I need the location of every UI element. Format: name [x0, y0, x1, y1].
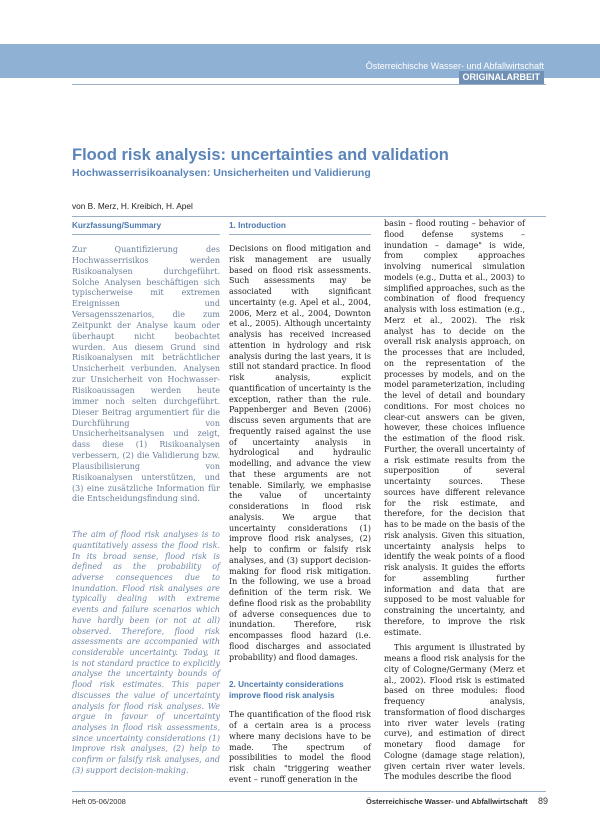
header-journal-name: Österreichische Wasser- und Abfallwirtschaft [365, 61, 544, 71]
section2-paragraph-1: The quantification of the flood risk of a certain area is a process where many decisions have to be made. The spectrum of possibilities to model the flood risk chain "triggering weather event – runoff generation in the [229, 710, 371, 784]
body-column-left [229, 219, 371, 786]
footer-journal-name: Österreichische Wasser- und Abfallwirtschaft [366, 797, 528, 806]
header-section-label: ORIGINALARBEIT [459, 71, 545, 84]
section2-paragraph-1-continued: basin – flood routing – behavior of flood defense systems – inundation – damage" is wide, from complex approaches involving numerical simulation models (e.g., Dutta et al., 2003) to simplified approaches, such as the combination of flood frequency analysis with loss estimation (e.g., Merz et al., 2002). The risk analyst has to decide on the overall risk analysis approach, on the processes that are included, on the representation of the processes by models, and on the model parameterization, including the level of detail and boundary conditions. For most choices no clear-cut answers can be given, however, these choices influence the estimation of the flood risk. Further, the overall uncertainty of a risk estimate results from the superposition of several uncertainty sources. These sources have different relevance for the risk estimate, and therefore, for the decision that has to be made on the basis of the risk analysis. Given this situation, uncertainty analysis helps to identify the weak points of a flood risk analysis. It guides the efforts for assembling further information and data that are supposed to be most valuable for constraining the uncertainty, and therefore, to improve the risk estimate. [384, 219, 525, 637]
authors-divider [72, 216, 546, 217]
article-subtitle: Hochwasserrisikoanalysen: Unsicherheiten und Validierung [72, 167, 371, 179]
section-heading-introduction: 1. Introduction [229, 221, 371, 235]
summary-heading: Kurzfassung/Summary [72, 221, 220, 235]
page-number: 89 [538, 796, 549, 806]
footer-divider [72, 791, 546, 792]
summary-column [72, 219, 220, 776]
article-title: Flood risk analysis: uncertainties and validation [72, 146, 449, 164]
article-authors: von B. Merz, H. Kreibich, H. Apel [72, 201, 193, 211]
summary-german: Zur Quantifizierung des Hochwasserrisikos werden Risikoanalysen durchgeführt. Solche Analysen beschäftigen sich typischerweise mit extremen Ereignissen und Versagensszenarios, die zum Zeitpunkt der Analyse kaum oder überhaupt nicht beobachtet wurden. Aus diesem Grund sind Risikoanalysen mit beträchtlicher Unsicherheit verbunden. Analysen zur Unsicherheit von Hochwasser-Risikoaussagen werden heute immer noch selten durchgeführt. Dieser Beitrag argumentiert für die Durchführung von Unsicherheitsanalysen und zeigt, dass diese (1) Risikoanalysen verbessern, (2) die Validierung bzw. Plausibilisierung von Risikoanalysen unterstützen, und (3) eine zusätzliche Information für die Entscheidungsfindung sind. [72, 245, 220, 504]
body-column-right [384, 219, 525, 783]
section-heading-uncertainty: 2. Uncertainty considerations improve flood risk analysis [229, 680, 344, 701]
introduction-paragraph: Decisions on flood mitigation and risk management are usually based on flood risk assessments. Such assessments may be associated with significant uncertainty (e.g. Apel et al., 2004, 2006, Merz et al., 2004, Downton et al., 2005). Although uncertainty analysis has received increased attention in hydrology and risk analysis during the last years, it is still not standard practice. In flood risk analysis, explicit quantification of uncertainty is the exception, rather than the rule. Pappenberger and Beven (2006) discuss seven arguments that are frequently raised against the use of uncertainty analysis in hydrological and hydraulic modelling, and advance the view that these arguments are not tenable. Similarly, we emphasise the value of uncertainty considerations in flood risk analysis. We argue that uncertainty considerations (1) improve flood risk analyses, (2) help to confirm or falsify risk analyses, and (3) support decision-making for flood risk mitigation. In the following, we use a broad definition of the term risk. We define flood risk as the probability of adverse consequences due to inundation. Therefore, risk encompasses flood hazard (i.e. flood discharges and associated probability) and flood damages. [229, 244, 371, 662]
section2-paragraph-2: This argument is illustrated by means a flood risk analysis for the city of Cologne/Germany (Merz et al., 2002). Flood risk is estimated based on three modules: flood frequency analysis, transformation of flood discharges into river water levels (rating curve), and estimation of direct monetary flood damage for Cologne (damage stage relation), given certain river water levels. The modules describe the flood [384, 643, 525, 782]
footer-issue: Heft 05-06/2008 [72, 797, 126, 806]
summary-english: The aim of flood risk analyses is to quantitatively assess the flood risk. In its broad sense, flood risk is defined as the probability of adverse consequences due to inundation. Flood risk analyses are typically dealing with extreme events and failure scenarios which have hardly been (or not at all) observed. Therefore, flood risk assessments are accompanied with considerable uncertainty. Today, it is not standard practice to explicitly analyse the uncertainty bounds of flood risk estimates. This paper discusses the value of uncertainty analysis for flood risk analyses. We argue in favour of uncertainty analyses in flood risk assessments, since uncertainty considerations (1) improve risk analyses, (2) help to confirm or falsify risk analyses, and (3) support decision-making. [72, 530, 220, 775]
header-divider [72, 84, 546, 85]
